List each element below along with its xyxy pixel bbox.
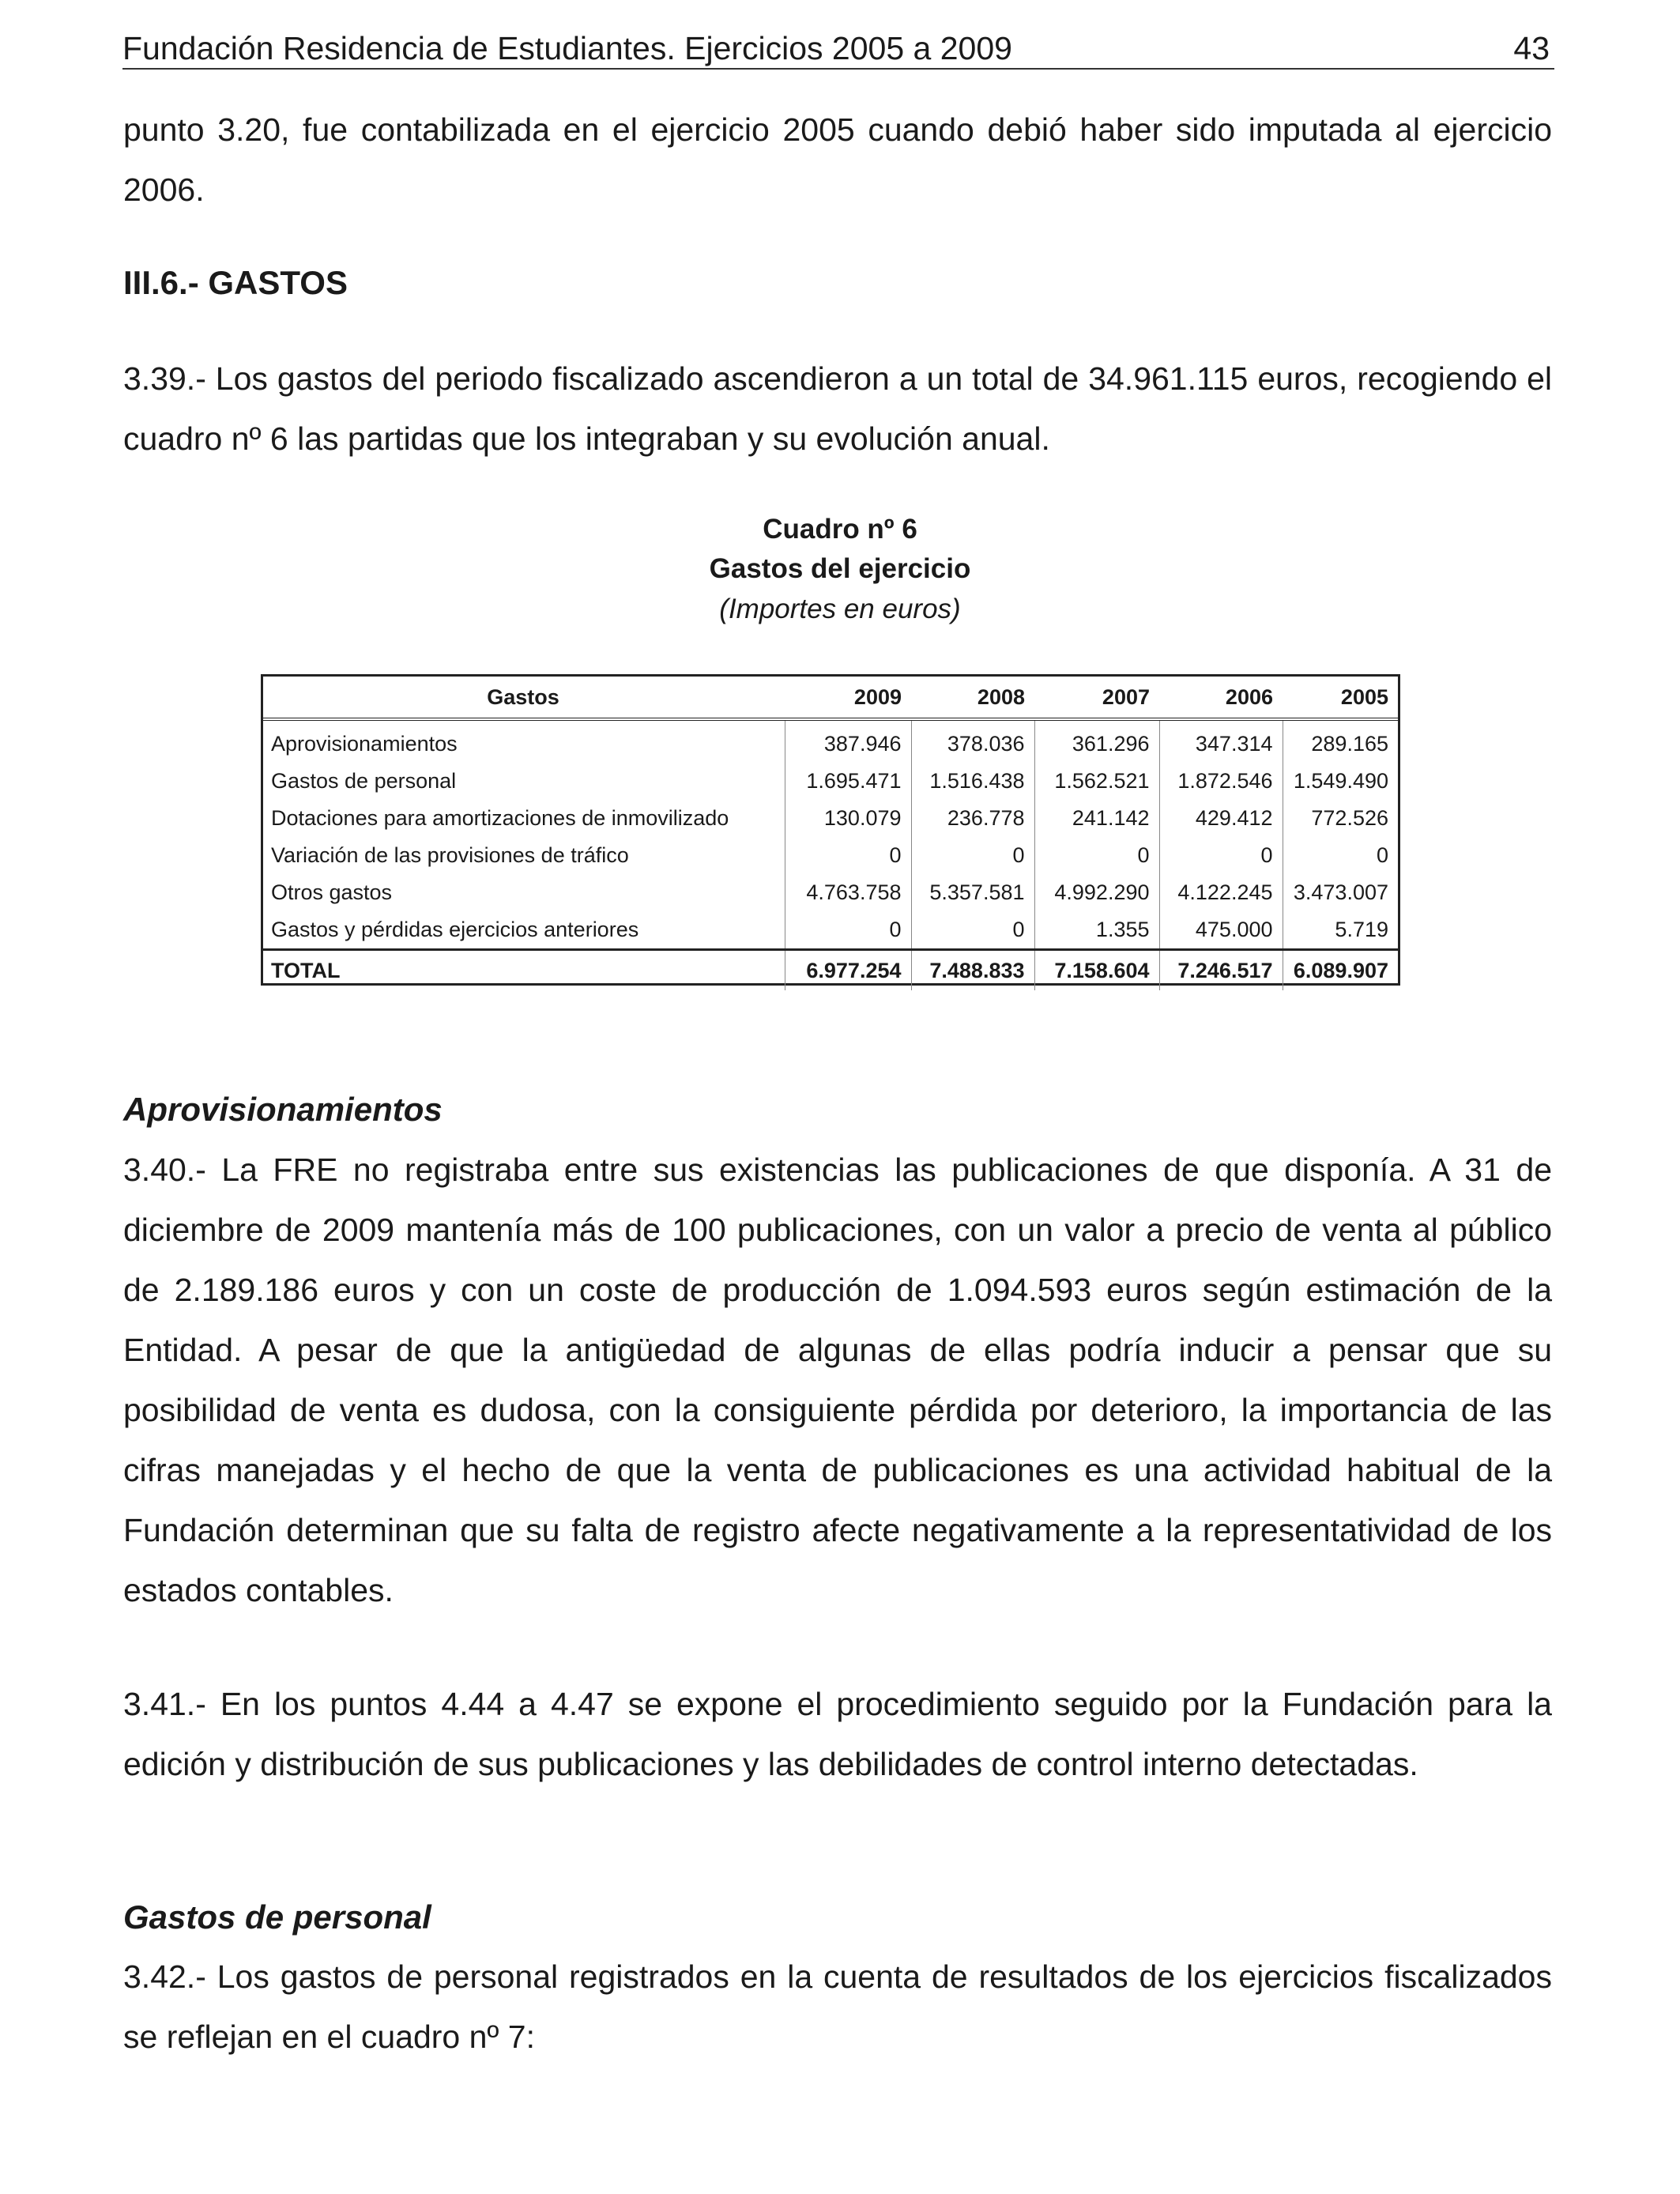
- page-number: 43: [1513, 30, 1550, 66]
- column-header: 2008: [911, 677, 1034, 719]
- paragraph-3-39: 3.39.- Los gastos del periodo fiscalizado ascendieron a un total de 34.961.115 euros, recogiendo el cuadro nº 6 las partidas que los integraban y su evolución anual.: [123, 360, 1552, 457]
- table-cell: 1.872.546: [1159, 763, 1283, 800]
- column-header: 2006: [1159, 677, 1283, 719]
- table-cell: 5.719: [1283, 911, 1398, 950]
- table-cell: 5.357.581: [911, 874, 1034, 911]
- column-header: Gastos: [263, 677, 785, 719]
- table-cell: 0: [785, 911, 911, 950]
- total-cell: 6.977.254: [785, 950, 911, 991]
- total-cell: 6.089.907: [1283, 950, 1398, 991]
- table-header-row: [263, 677, 1398, 719]
- paragraph-3-41: 3.41.- En los puntos 4.44 a 4.47 se expone el procedimiento seguido por la Fundación para la edición y distribución de sus publicaciones y las debilidades de control interno detectadas.: [123, 1686, 1552, 1782]
- table-cell: 4.122.245: [1159, 874, 1283, 911]
- table-row: [263, 800, 1398, 837]
- table-cell: 347.314: [1159, 719, 1283, 763]
- table-cell: 0: [785, 837, 911, 874]
- table-caption-units: (Importes en euros): [719, 594, 961, 624]
- column-header: 2007: [1034, 677, 1159, 719]
- total-cell: 7.158.604: [1034, 950, 1159, 991]
- total-cell: 7.246.517: [1159, 950, 1283, 991]
- table-cell: 289.165: [1283, 719, 1398, 763]
- table-cell: 236.778: [911, 800, 1034, 837]
- paragraph-3-40: 3.40.- La FRE no registraba entre sus existencias las publicaciones de que disponía. A 31 de diciembre de 2009 mantenía más de 100 publicaciones, con un valor a precio de venta al público de 2.189.186 euros y con un coste de producción de 1.094.593 euros según estimación de la Entidad. A pesar de que la antigüedad de algunas de ellas podría inducir a pensar que su posibilidad de venta es dudosa, con la consiguiente pérdida por deterioro, la importancia de las cifras manejadas y el hecho de que la venta de publicaciones es una actividad habitual de la Fundación determinan que su falta de registro afecte negativamente a la representatividad de los estados contables.: [123, 1152, 1552, 1608]
- table-cell: 0: [1159, 837, 1283, 874]
- table-cell: 772.526: [1283, 800, 1398, 837]
- total-label: TOTAL: [263, 950, 785, 991]
- row-label: Otros gastos: [271, 880, 393, 904]
- row-label: Aprovisionamientos: [271, 732, 458, 756]
- table-cell: 475.000: [1159, 911, 1283, 950]
- table-cell: 429.412: [1159, 800, 1283, 837]
- subheading-aprovisionamientos: Aprovisionamientos: [123, 1091, 443, 1128]
- table-cell: 1.695.471: [785, 763, 911, 800]
- subheading-gastos-personal: Gastos de personal: [123, 1898, 431, 1936]
- table-cell: 3.473.007: [1283, 874, 1398, 911]
- table-row: [263, 837, 1398, 874]
- table-cell: 378.036: [911, 719, 1034, 763]
- table-cell: 1.562.521: [1034, 763, 1159, 800]
- row-label: Variación de las provisiones de tráfico: [271, 843, 629, 867]
- section-heading: III.6.- GASTOS: [123, 264, 348, 301]
- table-cell: 1.549.490: [1283, 763, 1398, 800]
- table-caption-number: Cuadro nº 6: [763, 514, 917, 545]
- table-cell: 0: [911, 911, 1034, 950]
- table-cell: 0: [1283, 837, 1398, 874]
- row-label: Gastos de personal: [271, 769, 457, 793]
- table-cell: 361.296: [1034, 719, 1159, 763]
- table-row: [263, 719, 1398, 763]
- table-caption-title: Gastos del ejercicio: [709, 553, 971, 584]
- table-cell: 387.946: [785, 719, 911, 763]
- table-row: [263, 763, 1398, 800]
- table-cell: 1.516.438: [911, 763, 1034, 800]
- table-cell: 1.355: [1034, 911, 1159, 950]
- row-label: Dotaciones para amortizaciones de inmovilizado: [271, 806, 729, 830]
- table-cell: 0: [911, 837, 1034, 874]
- table-cell: 130.079: [785, 800, 911, 837]
- row-label: Gastos y pérdidas ejercicios anteriores: [271, 918, 639, 941]
- table-cell: 241.142: [1034, 800, 1159, 837]
- table-total-row: [263, 950, 1398, 991]
- table-cell: 0: [1034, 837, 1159, 874]
- expenses-table: [263, 677, 1398, 990]
- paragraph-3-42: 3.42.- Los gastos de personal registrados en la cuenta de resultados de los ejercicios fiscalizados se reflejan en el cuadro nº 7:: [123, 1958, 1552, 2055]
- column-header: 2009: [785, 677, 911, 719]
- table-cell: 4.992.290: [1034, 874, 1159, 911]
- total-cell: 7.488.833: [911, 950, 1034, 991]
- table-cell: 4.763.758: [785, 874, 911, 911]
- table-row: [263, 874, 1398, 911]
- header-title: Fundación Residencia de Estudiantes. Ejercicios 2005 a 2009: [122, 30, 1012, 66]
- column-header: 2005: [1283, 677, 1398, 719]
- expenses-table-frame: [261, 674, 1400, 986]
- intro-paragraph: punto 3.20, fue contabilizada en el ejercicio 2005 cuando debió haber sido imputada al ejercicio 2006.: [123, 111, 1552, 208]
- page-header: [122, 22, 1554, 70]
- table-row: [263, 911, 1398, 950]
